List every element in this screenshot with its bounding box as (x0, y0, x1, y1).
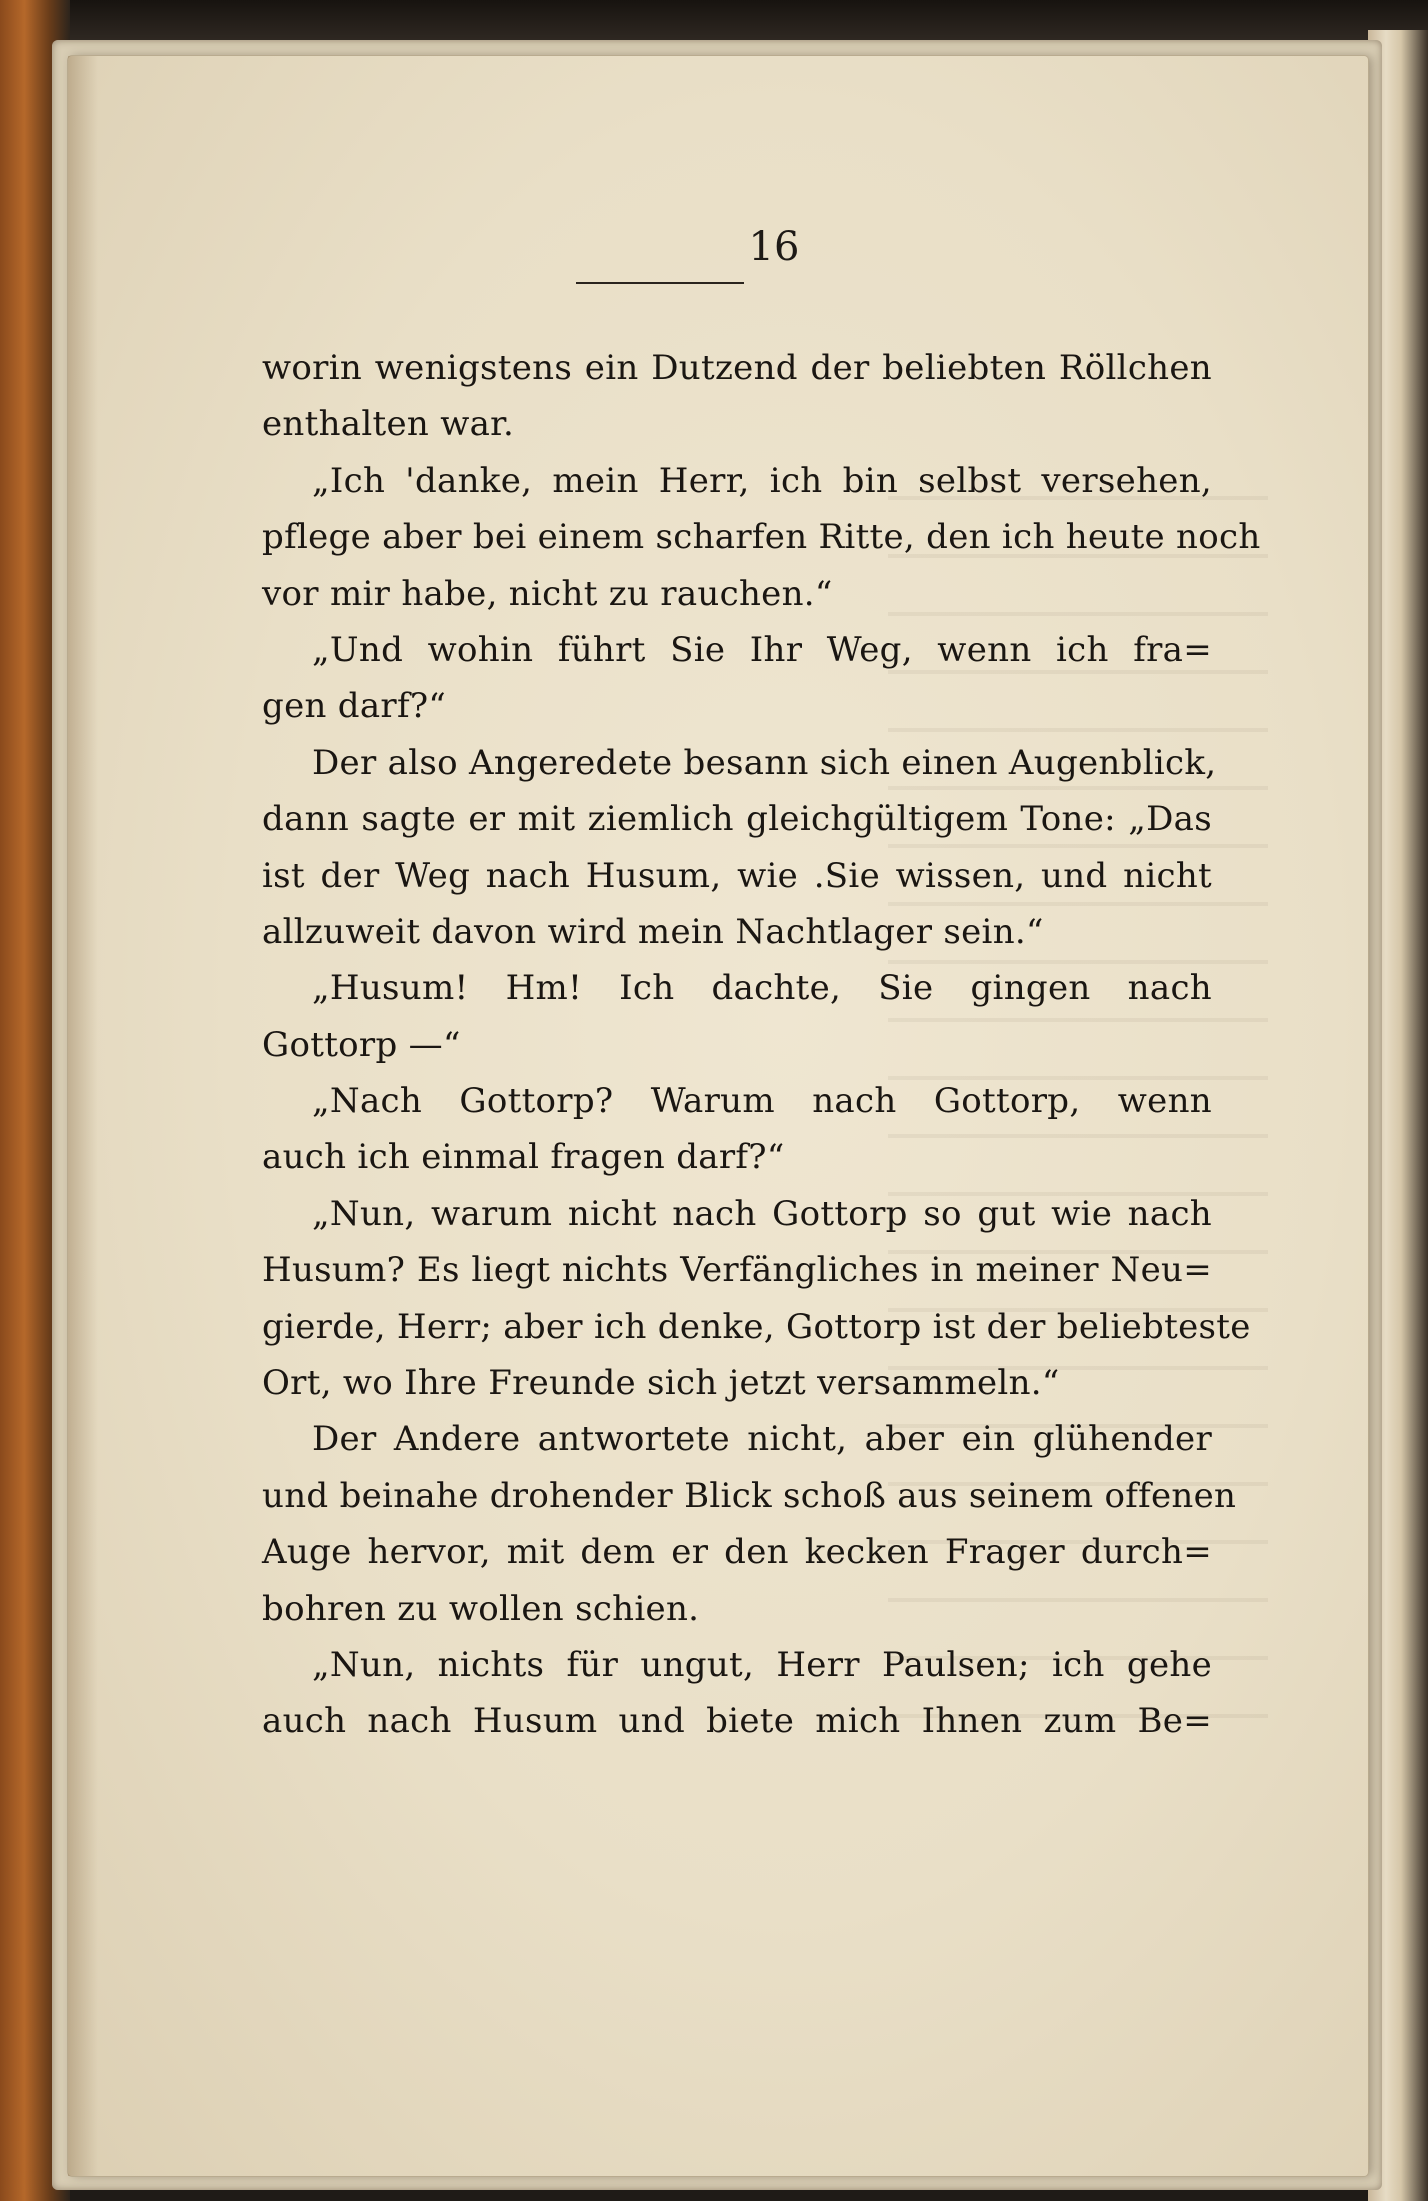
text-line: „Ich 'danke, mein Herr, ich bin selbst versehen, (312, 460, 1212, 501)
body-text (262, 340, 1261, 1750)
text-line: „Nun, warum nicht nach Gottorp so gut wie nach (312, 1193, 1212, 1234)
text-line: Husum? Es liegt nichts Verfängliches in meiner Neu= (262, 1250, 1212, 1291)
text-line: gen darf?“ (262, 686, 447, 727)
text-line: dann sagte er mit ziemlich gleichgültigem Tone: „Das (262, 799, 1212, 840)
text-line: auch nach Husum und biete mich Ihnen zum Be= (262, 1701, 1212, 1742)
header-rule (576, 282, 744, 284)
page-number: 16 (748, 224, 800, 270)
text-line: worin wenigstens ein Dutzend der beliebten Röllchen (262, 348, 1212, 388)
text-line: allzuweit davon wird mein Nachtlager sein.“ (262, 911, 1044, 952)
text-line: „Nun, nichts für ungut, Herr Paulsen; ich gehe (312, 1644, 1212, 1685)
text-line: „Husum! Hm! Ich dachte, Sie gingen nach (312, 968, 1212, 1009)
text-line: pflege aber bei einem scharfen Ritte, den ich heute noch (262, 517, 1261, 558)
text-line: und beinahe drohender Blick schoß aus seinem offenen (262, 1475, 1237, 1516)
text-line: Ort, wo Ihre Freunde sich jetzt versammeln.“ (262, 1363, 1060, 1404)
text-line: Der Andere antwortete nicht, aber ein glühender (312, 1419, 1212, 1460)
text-line: auch ich einmal fragen darf?“ (262, 1137, 785, 1178)
text-line: „Nach Gottorp? Warum nach Gottorp, wenn (312, 1081, 1212, 1122)
text-line: ist der Weg nach Husum, wie .Sie wissen, und nicht (262, 855, 1212, 896)
text-line: vor mir habe, nicht zu rauchen.“ (262, 573, 833, 614)
page-gutter-shadow (68, 56, 98, 2176)
text-line: Gottorp —“ (262, 1024, 461, 1065)
text-line: Der also Angeredete besann sich einen Augenblick, (312, 742, 1217, 783)
text-line: Auge hervor, mit dem er den kecken Frager durch= (262, 1532, 1212, 1573)
text-line: bohren zu wollen schien. (262, 1588, 700, 1629)
text-line: „Und wohin führt Sie Ihr Weg, wenn ich fra= (312, 629, 1212, 670)
text-line: enthalten war. (262, 404, 515, 445)
text-line: gierde, Herr; aber ich denke, Gottorp ist der beliebteste (262, 1306, 1251, 1347)
